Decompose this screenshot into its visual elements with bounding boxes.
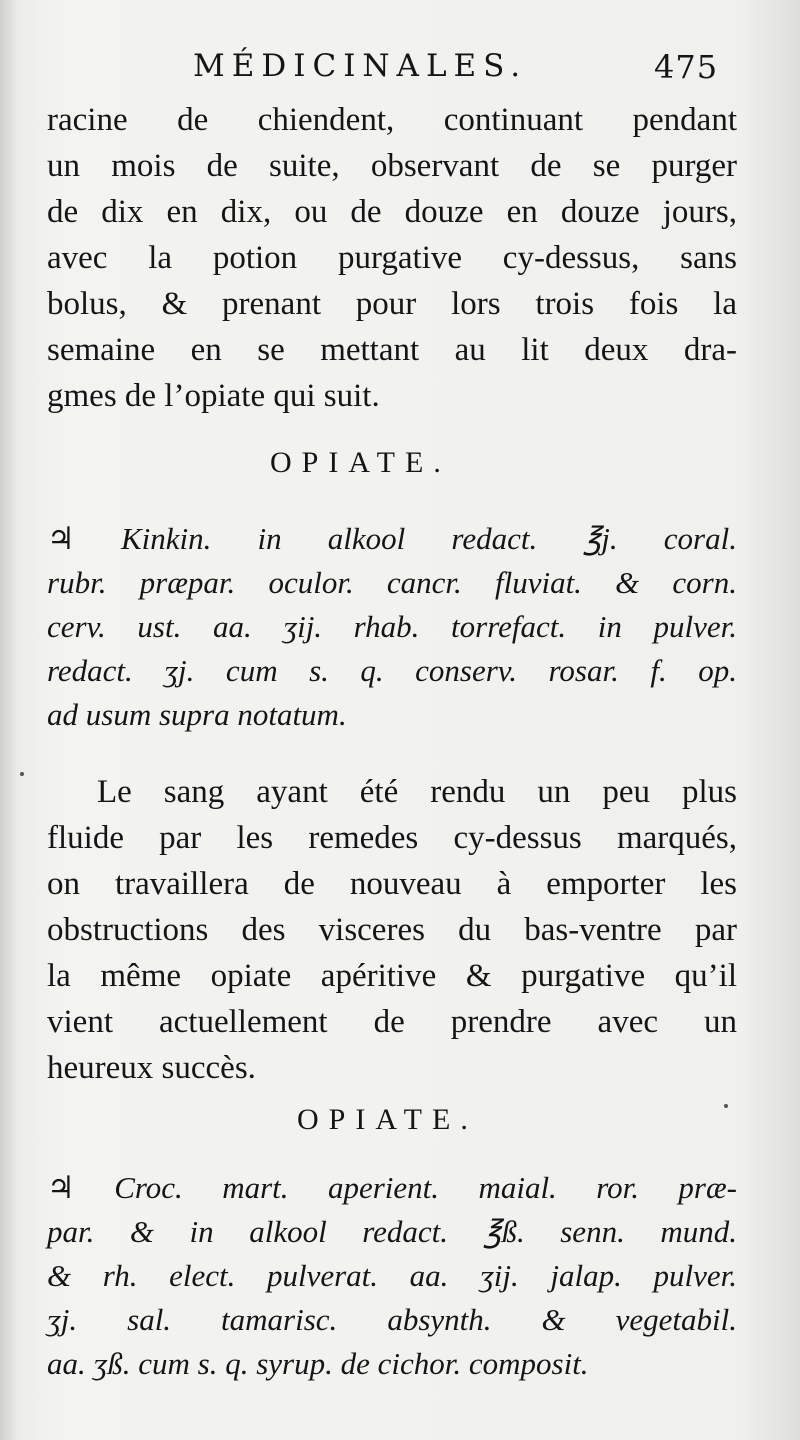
- section-heading: OPIATE.: [297, 1103, 478, 1136]
- paragraph-line: obstructions des visceres du bas-ventre par: [47, 912, 737, 948]
- recipe-line: redact. ʒj. cum s. q. conserv. rosar. f. op.: [47, 653, 737, 688]
- running-head: MÉDICINALES.: [193, 48, 528, 84]
- paragraph-line: heureux succès.: [47, 1050, 256, 1086]
- page-number: 475: [654, 48, 719, 86]
- paragraph-line: vient actuellement de prendre avec un: [47, 1004, 737, 1040]
- ink-fleck: [724, 1104, 728, 1108]
- recipe-line: ʒj. sal. tamarisc. absynth. & vegetabil.: [47, 1302, 737, 1337]
- ink-fleck: [20, 772, 24, 776]
- paragraph-line: racine de chiendent, continuant pendant: [47, 102, 737, 138]
- recipe-line: cerv. ust. aa. ʒij. rhab. torrefact. in pulver.: [47, 609, 737, 644]
- paragraph-line: on travaillera de nouveau à emporter les: [47, 866, 737, 902]
- paragraph-line: avec la potion purgative cy-dessus, sans: [47, 240, 737, 276]
- recipe-line: ♃ Croc. mart. aperient. maial. ror. præ-: [47, 1170, 737, 1205]
- recipe-line: ad usum supra notatum.: [47, 697, 347, 732]
- recipe-line: ♃ Kinkin. in alkool redact. ℥j. coral.: [47, 521, 737, 556]
- paragraph-line: la même opiate apéritive & purgative qu’il: [47, 958, 737, 994]
- paragraph-line: un mois de suite, observant de se purger: [47, 148, 737, 184]
- paragraph-line: de dix en dix, ou de douze en douze jours,: [47, 194, 737, 230]
- recipe-line: par. & in alkool redact. ℥ß. senn. mund.: [47, 1214, 737, 1249]
- paragraph-line: semaine en se mettant au lit deux dra-: [47, 332, 737, 368]
- recipe-line: rubr. præpar. oculor. cancr. fluviat. & corn.: [47, 565, 737, 600]
- recipe-line: & rh. elect. pulverat. aa. ʒij. jalap. pulver.: [47, 1258, 737, 1293]
- paragraph-line: bolus, & prenant pour lors trois fois la: [47, 286, 737, 322]
- page-header: [0, 48, 800, 98]
- section-heading: OPIATE.: [270, 446, 451, 479]
- paragraph-line: Le sang ayant été rendu un peu plus: [97, 774, 737, 810]
- paragraph-line: fluide par les remedes cy-dessus marqués,: [47, 820, 737, 856]
- paragraph-line: gmes de l’opiate qui suit.: [47, 378, 380, 414]
- recipe-line: aa. ʒß. cum s. q. syrup. de cichor. composit.: [47, 1346, 589, 1381]
